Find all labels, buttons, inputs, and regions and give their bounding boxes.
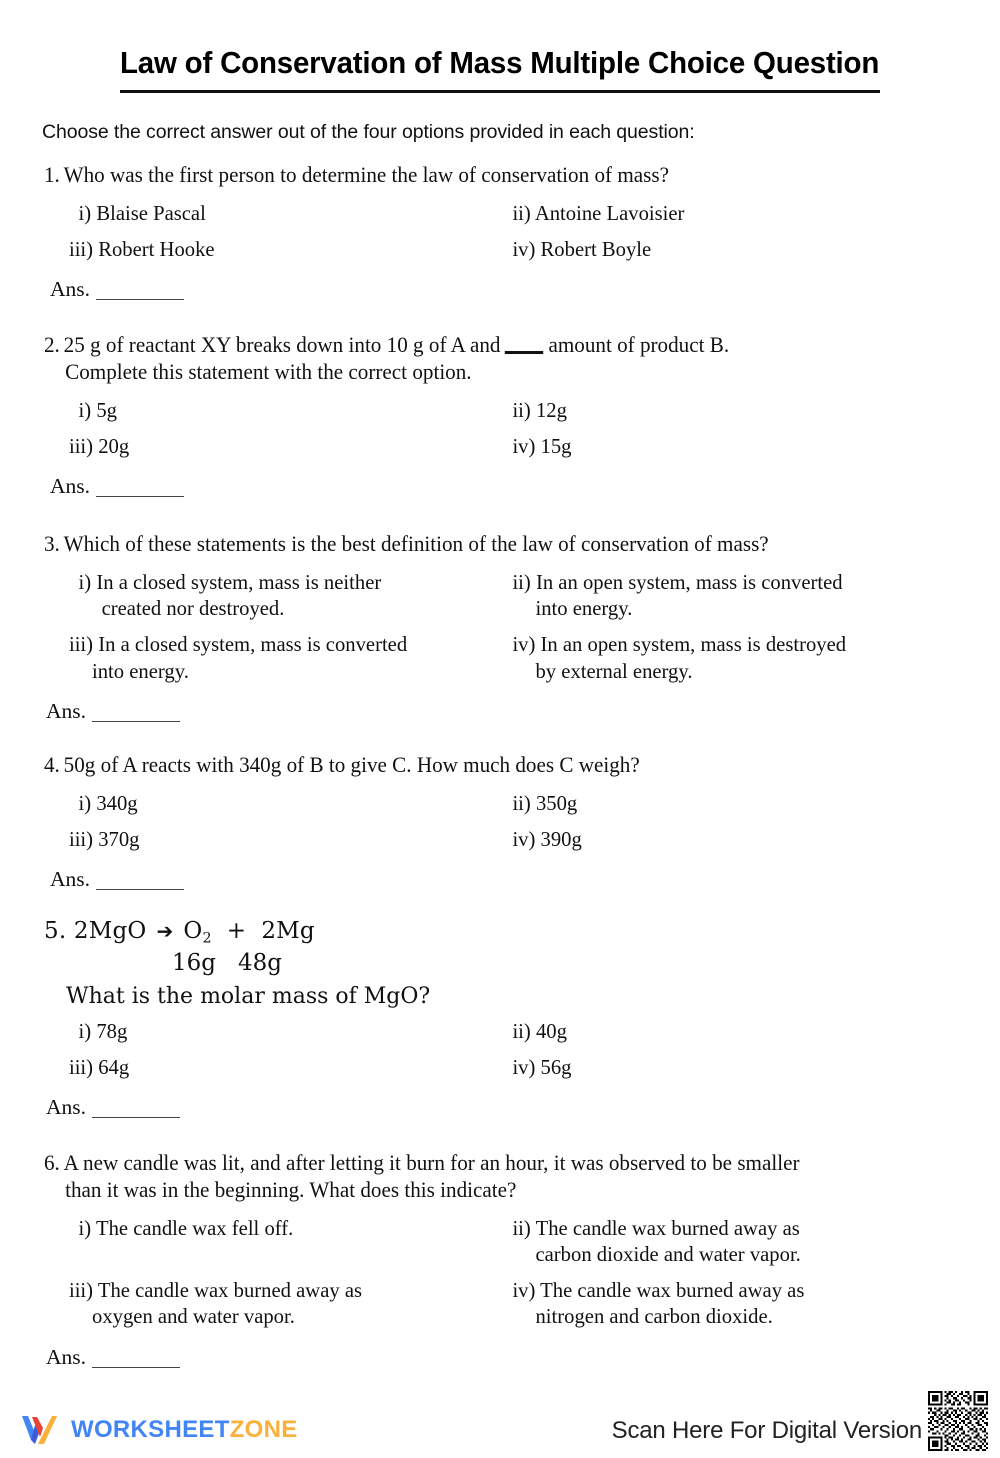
option-marker: ii) — [512, 790, 531, 815]
question-5-equation-masses — [172, 950, 938, 976]
option-5-iv[interactable] — [499, 1049, 920, 1085]
option-label-line2: nitrogen and carbon dioxide. — [535, 1304, 773, 1329]
option-marker: iii) — [68, 433, 94, 458]
option-label: The candle wax fell off. — [95, 1215, 294, 1240]
option-marker: ii) — [512, 1018, 531, 1043]
answer-blank-4[interactable] — [96, 889, 184, 890]
option-label-line2: into energy. — [92, 658, 189, 683]
question-1-body: Who was the first person to determine the law of conservation of mass? — [63, 161, 669, 187]
equation-mass-1: 16g — [172, 949, 216, 976]
question-5-text: What is the molar mass of MgO? — [66, 983, 431, 1009]
option-6-ii[interactable] — [499, 1210, 920, 1272]
question-4-number: 4. — [44, 751, 60, 777]
option-label-line2: oxygen and water vapor. — [92, 1304, 295, 1329]
answer-blank-2[interactable] — [96, 496, 184, 497]
question-3-text — [44, 531, 902, 558]
option-marker: iii) — [68, 632, 94, 657]
option-label: In a closed system, mass is neither — [96, 569, 382, 594]
option-marker: iv) — [512, 1278, 536, 1303]
option-label-line2: into energy. — [535, 596, 633, 621]
option-label: In an open system, mass is converted — [535, 569, 843, 594]
option-label: Robert Hooke — [98, 236, 215, 261]
option-label: 56g — [540, 1054, 572, 1079]
option-marker: iii) — [68, 236, 94, 261]
option-marker: iv) — [512, 632, 536, 657]
equation-product-2: 2Mg — [261, 918, 315, 945]
qr-code[interactable] — [925, 1388, 991, 1454]
option-6-i[interactable] — [44, 1210, 481, 1272]
option-label: 15g — [540, 433, 572, 458]
option-label: Blaise Pascal — [96, 200, 206, 225]
option-marker: ii) — [512, 200, 531, 225]
option-marker: i) — [78, 200, 92, 225]
option-6-iv[interactable] — [499, 1272, 920, 1334]
option-3-ii[interactable] — [499, 564, 920, 626]
option-1-iii[interactable] — [44, 231, 481, 267]
option-label: The candle wax burned away as — [97, 1278, 363, 1303]
option-3-iv[interactable] — [499, 626, 920, 688]
option-label: 350g — [535, 790, 578, 815]
question-1-number: 1. — [44, 161, 60, 187]
option-label: In a closed system, mass is converted — [98, 632, 408, 657]
option-marker: i) — [78, 1215, 92, 1240]
question-1-text — [44, 162, 902, 189]
page-footer — [0, 1396, 1000, 1458]
question-block-4 — [0, 752, 1000, 892]
answer-label: Ans. — [46, 698, 87, 723]
question-6-line1: A new candle was lit, and after letting it burn for an hour, it was observed to be smaller — [63, 1150, 800, 1176]
option-label-line2: by external energy. — [535, 658, 693, 683]
option-label: The candle wax burned away as — [535, 1215, 800, 1240]
question-2-line2: Complete this statement with the correct option. — [65, 358, 472, 384]
answer-row-5 — [46, 1095, 938, 1120]
title-underline-rule — [120, 90, 880, 93]
option-label: 78g — [96, 1018, 128, 1043]
question-block-2 — [0, 332, 1000, 499]
reaction-arrow-icon: ➔ — [156, 919, 174, 944]
option-4-iii[interactable] — [44, 821, 481, 857]
answer-row-1 — [50, 277, 938, 302]
option-1-ii[interactable] — [499, 195, 920, 231]
option-label: In an open system, mass is destroyed — [540, 632, 847, 657]
option-marker: iii) — [68, 1278, 94, 1303]
brand-word-worksheet: WORKSHEET — [71, 1416, 230, 1443]
question-block-3 — [0, 531, 1000, 724]
page-title: Law of Conservation of Mass Multiple Choice Question — [120, 45, 880, 80]
option-marker: i) — [78, 397, 92, 422]
answer-row-6 — [46, 1345, 938, 1370]
question-3-options — [44, 564, 938, 689]
option-2-i[interactable] — [44, 392, 481, 428]
option-label: 12g — [535, 397, 567, 422]
brand-logo[interactable] — [18, 1410, 298, 1450]
equation-product-1-subscript: 2 — [202, 930, 212, 947]
answer-row-3 — [46, 699, 938, 724]
question-3-body: Which of these statements is the best definition of the law of conservation of mass? — [63, 531, 769, 557]
question-2-number: 2. — [44, 332, 60, 358]
question-block-5 — [0, 918, 1000, 1120]
option-marker: iv) — [512, 1054, 536, 1079]
option-marker: iv) — [512, 236, 536, 261]
question-block-1 — [0, 162, 1000, 302]
option-label: 5g — [96, 397, 117, 422]
question-6-options — [44, 1210, 938, 1335]
brand-word-zone: ZONE — [229, 1416, 298, 1443]
option-label: 390g — [540, 826, 582, 851]
option-marker: i) — [78, 790, 92, 815]
inline-blank[interactable] — [505, 351, 543, 354]
option-1-iv[interactable] — [499, 231, 920, 267]
option-marker: i) — [78, 569, 92, 594]
option-label-line2: created nor destroyed. — [101, 596, 285, 621]
option-marker: iii) — [68, 1054, 94, 1079]
question-2-text — [44, 332, 902, 386]
option-5-iii[interactable] — [44, 1049, 481, 1085]
equation-plus: + — [226, 918, 247, 945]
question-block-6 — [0, 1150, 1000, 1370]
option-2-iv[interactable] — [499, 428, 920, 464]
question-5-number: 5. — [44, 918, 67, 945]
answer-blank-6[interactable] — [92, 1367, 180, 1368]
option-marker: ii) — [512, 397, 531, 422]
question-5-equation — [44, 918, 938, 947]
option-label: 370g — [98, 826, 140, 851]
question-2-options — [44, 392, 938, 464]
question-6-number: 6. — [44, 1150, 60, 1176]
option-4-i[interactable] — [44, 785, 481, 821]
question-4-options — [44, 785, 938, 857]
question-3-number: 3. — [44, 531, 60, 557]
question-4-text — [44, 752, 902, 779]
option-marker: i) — [78, 1018, 92, 1043]
equation-reactant: 2MgO — [73, 918, 147, 945]
option-label: Robert Boyle — [540, 236, 652, 261]
option-3-i[interactable] — [44, 564, 481, 626]
answer-blank-3[interactable] — [92, 721, 180, 722]
option-label: 340g — [96, 790, 138, 815]
equation-product-1: O — [183, 918, 203, 945]
option-label: Antoine Lavoisier — [534, 200, 685, 225]
equation-mass-2: 48g — [237, 949, 282, 976]
brand-wordmark — [71, 1416, 298, 1444]
option-2-iii[interactable] — [44, 428, 481, 464]
answer-blank-1[interactable] — [96, 299, 184, 300]
answer-row-2 — [50, 474, 938, 499]
option-label: 40g — [535, 1018, 567, 1043]
answer-label: Ans. — [50, 474, 91, 499]
option-marker: iii) — [68, 826, 94, 851]
option-1-i[interactable] — [44, 195, 481, 231]
option-marker: ii) — [512, 1215, 531, 1240]
option-3-iii[interactable] — [44, 626, 481, 688]
option-label: 20g — [98, 433, 130, 458]
answer-label: Ans. — [46, 1344, 87, 1369]
option-marker: iv) — [512, 433, 536, 458]
question-4-body: 50g of A reacts with 340g of B to give C. How much does C weigh? — [63, 751, 640, 777]
question-1-options — [44, 195, 938, 267]
option-4-ii[interactable] — [499, 785, 920, 821]
answer-label: Ans. — [46, 1095, 87, 1120]
option-label: The candle wax burned away as — [540, 1278, 805, 1303]
answer-label: Ans. — [50, 277, 91, 302]
worksheet-page — [0, 44, 1000, 1458]
option-marker: iv) — [512, 826, 536, 851]
answer-blank-5[interactable] — [92, 1117, 180, 1118]
option-4-iv[interactable] — [499, 821, 920, 857]
page-title-block — [0, 44, 1000, 93]
question-2-body-after: amount of product B. — [548, 332, 730, 358]
answer-label: Ans. — [50, 867, 91, 892]
question-2-body-before: 25 g of reactant XY breaks down into 10 g of A and — [63, 332, 501, 358]
question-6-line2: than it was in the beginning. What does this indicate? — [65, 1176, 517, 1202]
answer-row-4 — [50, 867, 938, 892]
question-5-options — [44, 1013, 938, 1085]
worksheet-zone-logo-icon — [18, 1413, 62, 1447]
question-6-text — [44, 1150, 902, 1204]
qr-code-icon — [928, 1391, 988, 1451]
option-label-line2: carbon dioxide and water vapor. — [535, 1241, 801, 1266]
option-5-ii[interactable] — [499, 1013, 920, 1049]
option-label: 64g — [98, 1054, 130, 1079]
option-6-iii[interactable] — [44, 1272, 481, 1334]
option-5-i[interactable] — [44, 1013, 481, 1049]
option-2-ii[interactable] — [499, 392, 920, 428]
option-marker: ii) — [512, 569, 531, 594]
instruction-text: Choose the correct answer out of the four options provided in each question: — [42, 120, 695, 143]
scan-instruction-text: Scan Here For Digital Version — [611, 1417, 922, 1444]
